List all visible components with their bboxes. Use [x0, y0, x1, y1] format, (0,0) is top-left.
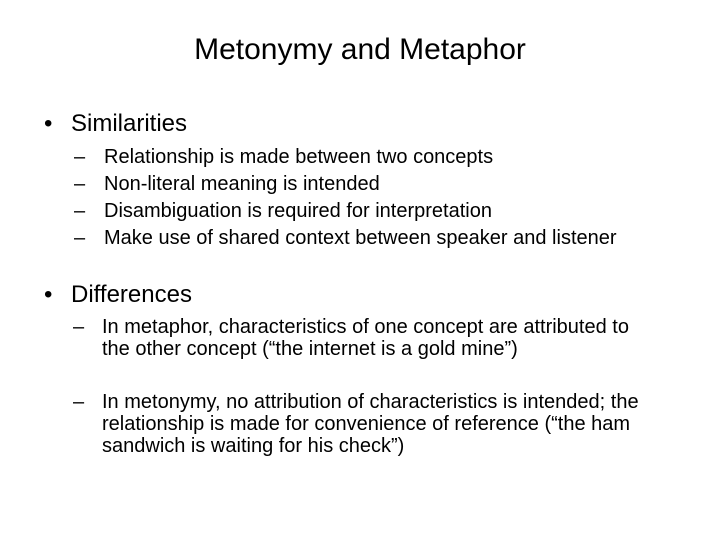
- dash-icon: –: [73, 316, 85, 338]
- bullet-icon: •: [44, 110, 53, 137]
- dash-icon: –: [74, 173, 86, 195]
- list-item-text: Disambiguation is required for interpretation: [104, 200, 492, 222]
- heading-differences: Differences: [71, 281, 192, 308]
- dash-icon: –: [74, 146, 86, 168]
- list-item: [73, 316, 658, 360]
- list-item: [74, 200, 674, 222]
- list-item-text: Non-literal meaning is intended: [104, 173, 380, 195]
- dash-icon: –: [74, 200, 86, 222]
- list-item-text: Make use of shared context between speaker and listener: [104, 227, 617, 249]
- dash-icon: –: [74, 227, 86, 249]
- list-item-text: Relationship is made between two concepts: [104, 146, 494, 168]
- list-item: [73, 391, 673, 457]
- bullet-icon: •: [44, 281, 53, 308]
- slide-title: Metonymy and Metaphor: [194, 33, 526, 66]
- list-item-text: In metonymy, no attribution of characteristics is intended; the relationship is made for convenience of reference (“the ham sandwich is waiting for his check”): [102, 391, 639, 457]
- heading-similarities: Similarities: [71, 110, 188, 137]
- list-item-text: In metaphor, characteristics of one concept are attributed to the other concept (“the internet is a gold mine”): [102, 316, 629, 360]
- bullet-differences: [44, 281, 192, 309]
- bullet-similarities: [44, 110, 187, 138]
- list-item: [74, 146, 674, 168]
- list-item: [74, 227, 634, 249]
- dash-icon: –: [73, 391, 85, 413]
- list-item: [74, 173, 674, 195]
